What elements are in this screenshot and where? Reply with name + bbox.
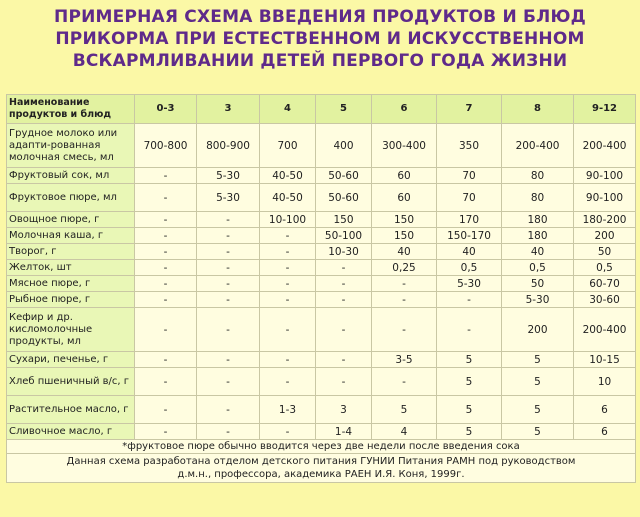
amount-cell: 0,5 bbox=[574, 260, 636, 276]
amount-cell: 40 bbox=[372, 244, 437, 260]
amount-cell: - bbox=[197, 276, 260, 292]
amount-cell: - bbox=[316, 352, 372, 368]
amount-cell: 5-30 bbox=[437, 276, 502, 292]
header-row bbox=[7, 95, 636, 124]
amount-cell: 350 bbox=[437, 124, 502, 168]
product-name: Мясное пюре, г bbox=[7, 276, 135, 292]
amount-cell: 1-4 bbox=[316, 424, 372, 440]
amount-cell: - bbox=[135, 260, 197, 276]
amount-cell: - bbox=[197, 292, 260, 308]
table-row bbox=[7, 244, 636, 260]
amount-cell: 180-200 bbox=[574, 212, 636, 228]
amount-cell: - bbox=[135, 368, 197, 396]
product-name: Грудное молоко или адапти-рованная молочная смесь, мл bbox=[7, 124, 135, 168]
amount-cell: - bbox=[135, 396, 197, 424]
amount-cell: 5 bbox=[437, 396, 502, 424]
table-row bbox=[7, 308, 636, 352]
amount-cell: 200-400 bbox=[574, 308, 636, 352]
table-row bbox=[7, 228, 636, 244]
amount-cell: 3 bbox=[316, 396, 372, 424]
amount-cell: - bbox=[260, 260, 316, 276]
product-name: Рыбное пюре, г bbox=[7, 292, 135, 308]
product-name: Желток, шт bbox=[7, 260, 135, 276]
header-age: 5 bbox=[316, 95, 372, 124]
amount-cell: 40 bbox=[437, 244, 502, 260]
amount-cell: 700 bbox=[260, 124, 316, 168]
amount-cell: - bbox=[197, 228, 260, 244]
amount-cell: 30-60 bbox=[574, 292, 636, 308]
amount-cell: 400 bbox=[316, 124, 372, 168]
amount-cell: - bbox=[197, 424, 260, 440]
title-line-3: ВСКАРМЛИВАНИИ ДЕТЕЙ ПЕРВОГО ГОДА ЖИЗНИ bbox=[72, 51, 568, 71]
header-age: 3 bbox=[197, 95, 260, 124]
amount-cell: 6 bbox=[574, 424, 636, 440]
amount-cell: 0,5 bbox=[437, 260, 502, 276]
amount-cell: 90-100 bbox=[574, 184, 636, 212]
amount-cell: 10-15 bbox=[574, 352, 636, 368]
amount-cell: - bbox=[260, 308, 316, 352]
amount-cell: - bbox=[197, 244, 260, 260]
amount-cell: - bbox=[135, 212, 197, 228]
amount-cell: 150 bbox=[372, 212, 437, 228]
amount-cell: 800-900 bbox=[197, 124, 260, 168]
amount-cell: 150 bbox=[372, 228, 437, 244]
amount-cell: 60 bbox=[372, 184, 437, 212]
amount-cell: 200-400 bbox=[574, 124, 636, 168]
table-row bbox=[7, 396, 636, 424]
amount-cell: - bbox=[197, 396, 260, 424]
table-row bbox=[7, 184, 636, 212]
amount-cell: - bbox=[135, 184, 197, 212]
amount-cell: 5 bbox=[502, 424, 574, 440]
amount-cell: - bbox=[135, 228, 197, 244]
header-age: 6 bbox=[372, 95, 437, 124]
amount-cell: 50-60 bbox=[316, 184, 372, 212]
product-name: Растительное масло, г bbox=[7, 396, 135, 424]
amount-cell: 5 bbox=[502, 396, 574, 424]
amount-cell: - bbox=[437, 308, 502, 352]
amount-cell: 200-400 bbox=[502, 124, 574, 168]
product-name: Фруктовый сок, мл bbox=[7, 168, 135, 184]
amount-cell: - bbox=[260, 368, 316, 396]
amount-cell: 3-5 bbox=[372, 352, 437, 368]
amount-cell: - bbox=[260, 352, 316, 368]
header-age: 7 bbox=[437, 95, 502, 124]
footnote: *фруктовое пюре обычно вводится через две недели после введения сока bbox=[7, 440, 636, 454]
amount-cell: 700-800 bbox=[135, 124, 197, 168]
table-row bbox=[7, 124, 636, 168]
amount-cell: 5 bbox=[502, 352, 574, 368]
amount-cell: - bbox=[135, 168, 197, 184]
title-line-1: ПРИМЕРНАЯ СХЕМА ВВЕДЕНИЯ ПРОДУКТОВ И БЛЮД bbox=[54, 7, 586, 27]
amount-cell: 5 bbox=[437, 352, 502, 368]
amount-cell: - bbox=[135, 244, 197, 260]
amount-cell: - bbox=[372, 292, 437, 308]
product-name: Кефир и др. кисломолочные продукты, мл bbox=[7, 308, 135, 352]
table-row bbox=[7, 424, 636, 440]
amount-cell: - bbox=[316, 276, 372, 292]
amount-cell: 40-50 bbox=[260, 184, 316, 212]
amount-cell: 80 bbox=[502, 168, 574, 184]
amount-cell: - bbox=[316, 368, 372, 396]
amount-cell: 90-100 bbox=[574, 168, 636, 184]
amount-cell: 5-30 bbox=[197, 184, 260, 212]
header-age: 4 bbox=[260, 95, 316, 124]
amount-cell: 5 bbox=[437, 368, 502, 396]
table-row bbox=[7, 352, 636, 368]
amount-cell: - bbox=[260, 292, 316, 308]
amount-cell: 5-30 bbox=[502, 292, 574, 308]
amount-cell: 200 bbox=[502, 308, 574, 352]
amount-cell: - bbox=[316, 292, 372, 308]
amount-cell: 1-3 bbox=[260, 396, 316, 424]
amount-cell: 10 bbox=[574, 368, 636, 396]
amount-cell: 5-30 bbox=[197, 168, 260, 184]
amount-cell: 50-60 bbox=[316, 168, 372, 184]
amount-cell: - bbox=[260, 424, 316, 440]
amount-cell: 70 bbox=[437, 184, 502, 212]
amount-cell: 5 bbox=[372, 396, 437, 424]
product-name: Фруктовое пюре, мл bbox=[7, 184, 135, 212]
source-row bbox=[7, 454, 636, 483]
product-name: Молочная каша, г bbox=[7, 228, 135, 244]
amount-cell: - bbox=[437, 292, 502, 308]
header-age: 9-12 bbox=[574, 95, 636, 124]
amount-cell: 170 bbox=[437, 212, 502, 228]
title-line-2: ПРИКОРМА ПРИ ЕСТЕСТВЕННОМ И ИСКУССТВЕННОМ bbox=[55, 29, 585, 49]
table-row bbox=[7, 260, 636, 276]
amount-cell: - bbox=[372, 368, 437, 396]
feeding-schedule-table bbox=[6, 94, 636, 483]
amount-cell: - bbox=[260, 228, 316, 244]
amount-cell: - bbox=[197, 368, 260, 396]
amount-cell: 70 bbox=[437, 168, 502, 184]
source-line-1: Данная схема разработана отделом детского питания ГУНИИ Питания РАМН под руководством bbox=[66, 456, 576, 467]
amount-cell: - bbox=[135, 424, 197, 440]
header-name: Наименование продуктов и блюд bbox=[7, 95, 135, 124]
amount-cell: 60 bbox=[372, 168, 437, 184]
amount-cell: 50 bbox=[502, 276, 574, 292]
amount-cell: - bbox=[316, 260, 372, 276]
source-line-2: д.м.н., профессора, академика РАЕН И.Я. Коня, 1999г. bbox=[177, 469, 465, 480]
amount-cell: - bbox=[372, 308, 437, 352]
header-age: 8 bbox=[502, 95, 574, 124]
product-name: Сливочное масло, г bbox=[7, 424, 135, 440]
amount-cell: - bbox=[135, 352, 197, 368]
amount-cell: 180 bbox=[502, 228, 574, 244]
amount-cell: - bbox=[260, 244, 316, 260]
amount-cell: 5 bbox=[502, 368, 574, 396]
source-note bbox=[7, 454, 636, 483]
amount-cell: 40 bbox=[502, 244, 574, 260]
page-title bbox=[0, 6, 640, 72]
table-row bbox=[7, 168, 636, 184]
amount-cell: 0,5 bbox=[502, 260, 574, 276]
amount-cell: 50-100 bbox=[316, 228, 372, 244]
amount-cell: 6 bbox=[574, 396, 636, 424]
amount-cell: - bbox=[197, 352, 260, 368]
amount-cell: - bbox=[197, 212, 260, 228]
amount-cell: 5 bbox=[437, 424, 502, 440]
table-row bbox=[7, 212, 636, 228]
amount-cell: 40-50 bbox=[260, 168, 316, 184]
amount-cell: - bbox=[372, 276, 437, 292]
amount-cell: 10-100 bbox=[260, 212, 316, 228]
table-row bbox=[7, 276, 636, 292]
amount-cell: - bbox=[135, 292, 197, 308]
product-name: Хлеб пшеничный в/с, г bbox=[7, 368, 135, 396]
amount-cell: 200 bbox=[574, 228, 636, 244]
amount-cell: - bbox=[316, 308, 372, 352]
amount-cell: 0,25 bbox=[372, 260, 437, 276]
amount-cell: 80 bbox=[502, 184, 574, 212]
table-row bbox=[7, 368, 636, 396]
table-row bbox=[7, 292, 636, 308]
product-name: Творог, г bbox=[7, 244, 135, 260]
amount-cell: - bbox=[135, 276, 197, 292]
amount-cell: 60-70 bbox=[574, 276, 636, 292]
amount-cell: 150-170 bbox=[437, 228, 502, 244]
amount-cell: - bbox=[260, 276, 316, 292]
amount-cell: - bbox=[197, 308, 260, 352]
amount-cell: 150 bbox=[316, 212, 372, 228]
amount-cell: 50 bbox=[574, 244, 636, 260]
footnote-row bbox=[7, 440, 636, 454]
amount-cell: 300-400 bbox=[372, 124, 437, 168]
amount-cell: 4 bbox=[372, 424, 437, 440]
header-age: 0-3 bbox=[135, 95, 197, 124]
amount-cell: - bbox=[197, 260, 260, 276]
amount-cell: 180 bbox=[502, 212, 574, 228]
amount-cell: 10-30 bbox=[316, 244, 372, 260]
product-name: Сухари, печенье, г bbox=[7, 352, 135, 368]
amount-cell: - bbox=[135, 308, 197, 352]
product-name: Овощное пюре, г bbox=[7, 212, 135, 228]
